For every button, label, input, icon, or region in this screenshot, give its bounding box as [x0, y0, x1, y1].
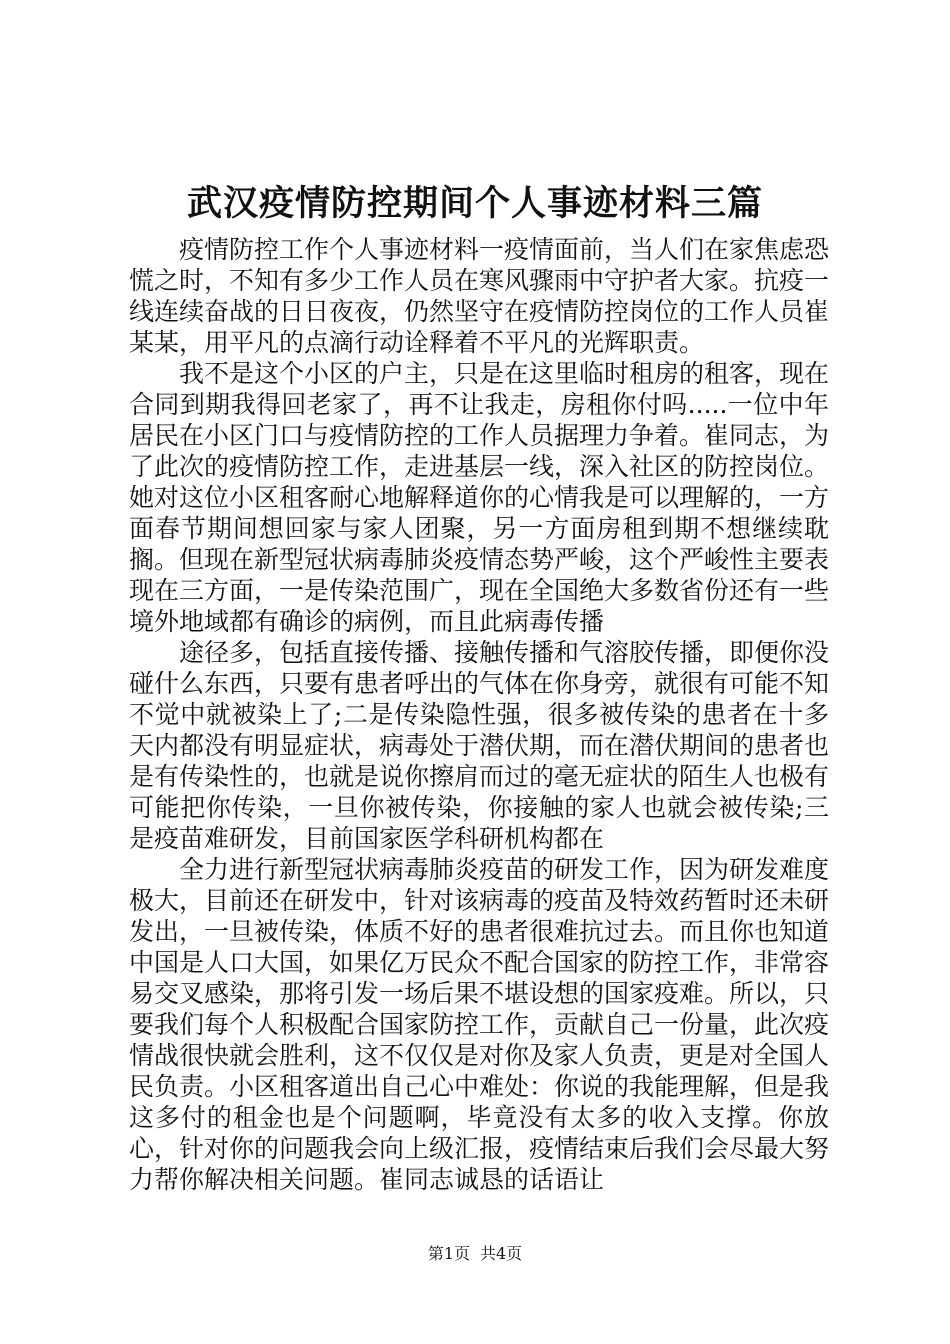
paragraph-3: 途径多，包括直接传播、接触传播和气溶胶传播，即便你没碰什么东西，只要有患者呼出的气体在你身旁，就很有可能不知不觉中就被染上了;二是传染隐性强，很多被传染的患者在十多天内都没有明显症状，病毒处于潜伏期，而在潜伏期间的患者也是有传染性的，也就是说你擦肩而过的毫无症状的陌生人也极有可能把你传染，一旦你被传染，你接触的家人也就会被传染;三是疫苗难研发，目前国家医学科研机构都在	[129, 638, 830, 853]
paragraph-4: 全力进行新型冠状病毒肺炎疫苗的研发工作，因为研发难度极大，目前还在研发中，针对该病毒的疫苗及特效药暂时还未研发出，一旦被传染，体质不好的患者很难抗过去。而且你也知道中国是人口大国，如果亿万民众不配合国家的防控工作，非常容易交叉感染，那将引发一场后果不堪设想的国家疫难。所以，只要我们每个人积极配合国家防控工作，贡献自己一份量，此次疫情战很快就会胜利，这不仅仅是对你及家人负责，更是对全国人民负责。小区租客道出自己心中难处：你说的我能理解，但是我这多付的租金也是个问题啊，毕竟没有太多的收入支撑。你放心，针对你的问题我会向上级汇报，疫情结束后我们会尽最大努力帮你解决相关问题。崔同志诚恳的话语让	[129, 855, 830, 1194]
paragraph-2: 我不是这个小区的户主，只是在这里临时租房的租客，现在合同到期我得回老家了，再不让我走，房租你付吗.....一位中年居民在小区门口与疫情防控的工作人员据理力争着。崔同志，为了此次的疫情防控工作，走进基层一线，深入社区的防控岗位。她对这位小区租客耐心地解释道你的心情我是可以理解的，一方面春节期间想回家与家人团聚，另一方面房租到期不想继续耽搁。但现在新型冠状病毒肺炎疫情态势严峻，这个严峻性主要表现在三方面，一是传染范围广，现在全国绝大多数省份还有一些境外地域都有确诊的病例，而且此病毒传播	[129, 359, 830, 636]
document-title: 武汉疫情防控期间个人事迹材料三篇	[186, 183, 763, 224]
paragraph-1: 疫情防控工作个人事迹材料一疫情面前，当人们在家焦虑恐慌之时，不知有多少工作人员在寒风骤雨中守护者大家。抗疫一线连续奋战的日日夜夜，仍然坚守在疫情防控岗位的工作人员崔某某，用平凡的点滴行动诠释着不平凡的光辉职责。	[129, 235, 830, 357]
document-body	[129, 234, 829, 1195]
page-footer	[0, 1243, 950, 1265]
page-number: 第1页	[427, 1244, 470, 1263]
page-total: 共4页	[480, 1244, 523, 1263]
